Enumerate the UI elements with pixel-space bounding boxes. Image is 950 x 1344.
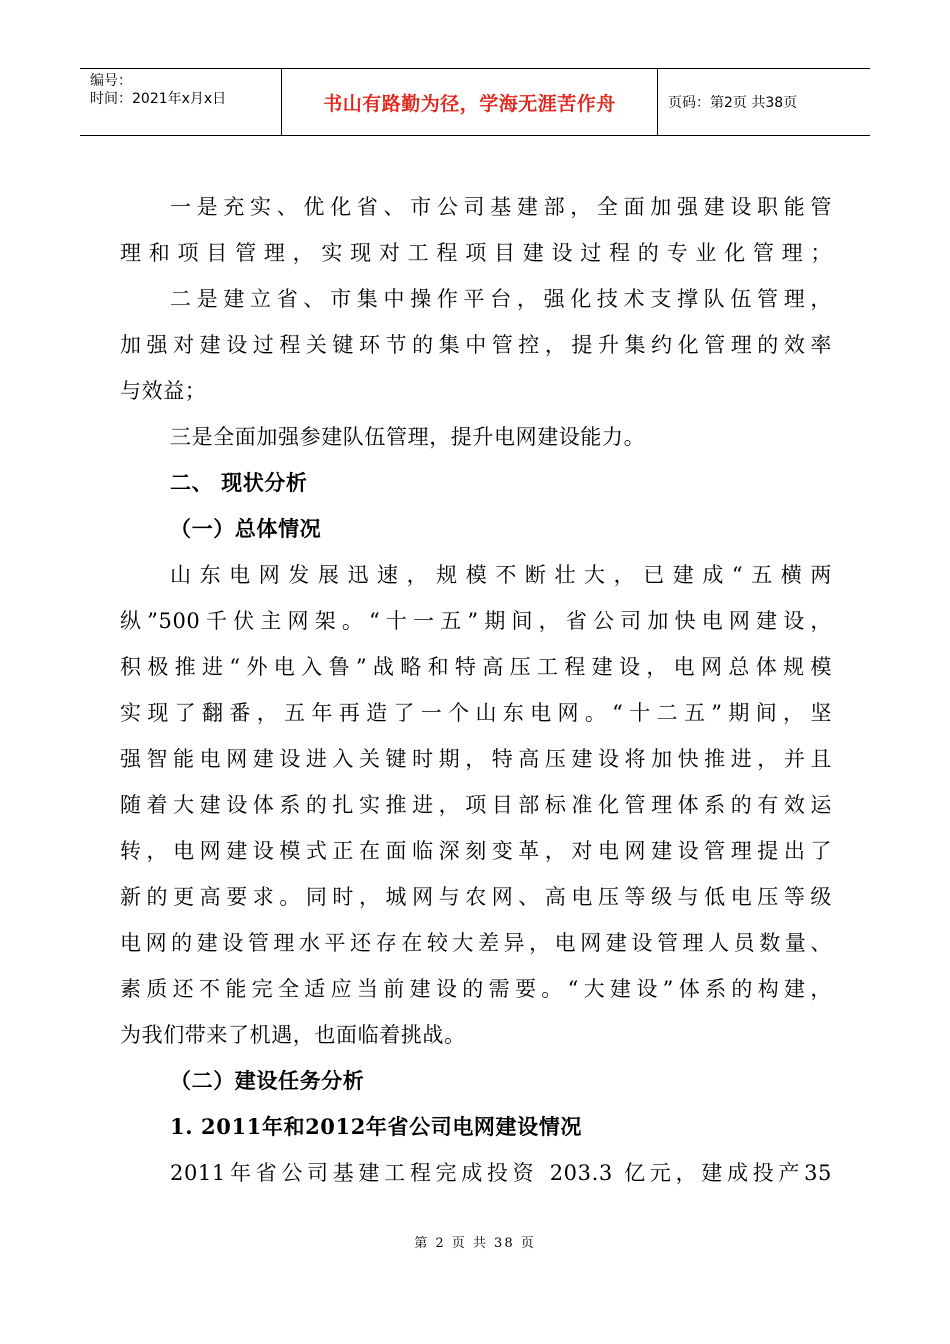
paragraph-line: 纵”500千伏主网架。“十一五”期间，省公司加快电网建设， [120, 609, 832, 633]
section-heading: 二、 现状分析 [170, 471, 308, 495]
paragraph-line: 理和项目管理，实现对工程项目建设过程的专业化管理； [120, 241, 832, 265]
paragraph-line: 三是全面加强参建队伍管理，提升电网建设能力。 [170, 425, 646, 449]
paragraph-line: 新的更高要求。同时，城网与农网、高电压等级与低电压等级 [120, 885, 832, 909]
paragraph-line: 实现了翻番，五年再造了一个山东电网。“十二五”期间，坚 [120, 701, 832, 725]
paragraph-line: 二是建立省、市集中操作平台，强化技术支撑队伍管理， [170, 287, 832, 311]
paragraph-line: 强智能电网建设进入关键时期，特高压建设将加快推进，并且 [120, 747, 832, 771]
header-meta-cell [80, 69, 282, 135]
document-number-label: 编号： [90, 73, 132, 89]
header-page-code: 页码：第2页 共38页 [668, 95, 798, 111]
paragraph-line: 与效益； [120, 379, 207, 403]
header-motto-cell [282, 69, 658, 135]
document-time-label: 时间：2021年x月x日 [90, 91, 227, 107]
paragraph-line: 转，电网建设模式正在面临深刻变革，对电网建设管理提出了 [120, 839, 832, 863]
page-footer: 第 2 页 共 38 页 [414, 1236, 536, 1251]
paragraph-line: 电网的建设管理水平还存在较大差异，电网建设管理人员数量、 [120, 931, 832, 955]
paragraph-line: 山东电网发展迅速，规模不断壮大，已建成“五横两 [170, 563, 832, 587]
paragraph-line: 一是充实、优化省、市公司基建部，全面加强建设职能管 [170, 195, 832, 219]
paragraph-line: 积极推进“外电入鲁”战略和特高压工程建设，电网总体规模 [120, 655, 832, 679]
subsection-heading: （一）总体情况 [170, 517, 322, 541]
paragraph-line: 加强对建设过程关键环节的集中管控，提升集约化管理的效率 [120, 333, 832, 357]
paragraph-line: 2011年省公司基建工程完成投资 203.3 亿元，建成投产35 [170, 1161, 832, 1185]
paragraph-line: 素质还不能完全适应当前建设的需要。“大建设”体系的构建， [120, 977, 832, 1001]
subsection-heading: （二）建设任务分析 [170, 1069, 365, 1093]
page-header [80, 68, 870, 136]
header-motto: 书山有路勤为径，学海无涯苦作舟 [323, 92, 616, 115]
paragraph-line: 随着大建设体系的扎实推进，项目部标准化管理体系的有效运 [120, 793, 832, 817]
subsubsection-heading: 1. 2011年和2012年省公司电网建设情况 [170, 1114, 582, 1139]
header-page-cell [658, 69, 870, 135]
paragraph-line: 为我们带来了机遇，也面临着挑战。 [120, 1023, 466, 1047]
